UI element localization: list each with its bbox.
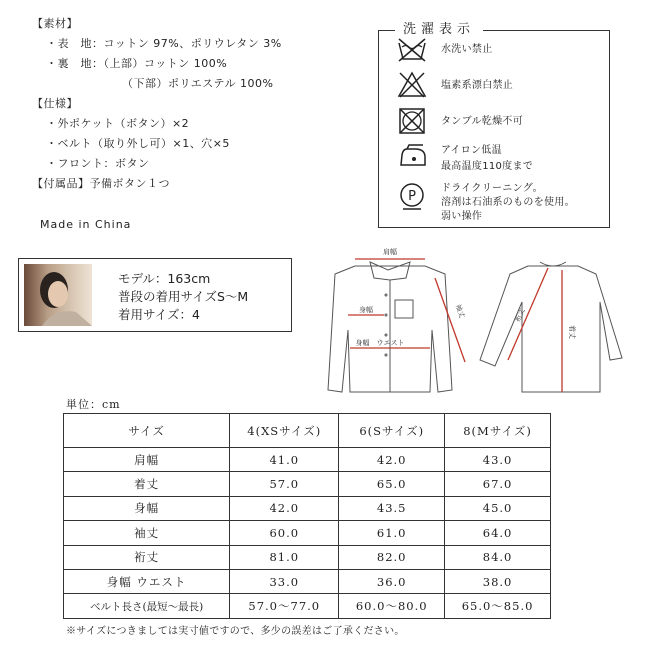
table-row (64, 594, 551, 618)
table-cell: 着丈 (64, 472, 230, 496)
made-in-label: Made in China (40, 218, 132, 231)
table-header: 4(XSサイズ) (230, 414, 339, 448)
care-text: 最高温度110度まで (441, 161, 534, 172)
shirt-front-illustration (328, 262, 452, 392)
table-header-row (64, 414, 551, 448)
table-cell: 43.0 (445, 448, 551, 472)
dry-clean-symbol: P (408, 189, 416, 204)
table-cell: 82.0 (339, 545, 445, 569)
table-header: 6(Sサイズ) (339, 414, 445, 448)
unit-label: 単位：cm (66, 398, 121, 411)
model-height: モデル：163cm (118, 271, 211, 286)
table-row (64, 545, 551, 569)
table-cell: 60.0 (230, 521, 339, 545)
care-text: 塩素系漂白禁止 (441, 80, 514, 91)
table-cell: 肩幅 (64, 448, 230, 472)
table-cell: 身幅 (64, 496, 230, 520)
spec-line: （下部）ポリエステル 100% (122, 77, 274, 90)
dry-clean-p-icon (397, 181, 427, 211)
diagram-label-length: 着丈 (568, 325, 576, 339)
spec-line: ・裏 地：（上部）コットン 100% (46, 57, 228, 70)
care-text: タンブル乾燥不可 (441, 116, 523, 127)
table-cell: 身幅 ウエスト (64, 569, 230, 593)
table-cell: 65.0 (339, 472, 445, 496)
spec-line: 【付属品】予備ボタン１つ (32, 177, 170, 190)
table-header: 8(Mサイズ) (445, 414, 551, 448)
care-title: 洗濯表示 (395, 18, 483, 37)
spec-line: ・フロント：ボタン (46, 157, 150, 170)
model-photo (24, 264, 92, 326)
no-tumble-dry-icon (397, 107, 427, 135)
table-cell: ベルト長さ(最短〜最長) (64, 594, 230, 618)
size-note: ※サイズにつきましては実寸値ですので、多少の誤差はご了承ください。 (66, 626, 405, 637)
table-cell: 42.0 (339, 448, 445, 472)
table-cell: 裄丈 (64, 545, 230, 569)
table-cell: 84.0 (445, 545, 551, 569)
yuki-measure-line (508, 268, 548, 360)
size-table (63, 413, 551, 619)
model-text (118, 270, 248, 324)
table-cell: 36.0 (339, 569, 445, 593)
diagram-label-yuki: 裄丈 (513, 307, 527, 324)
measurement-diagram (300, 240, 630, 400)
table-header: サイズ (64, 414, 230, 448)
spec-section (32, 14, 362, 194)
table-cell: 81.0 (230, 545, 339, 569)
diagram-label-shoulder: 肩幅 (383, 248, 397, 256)
spec-line: ・表 地：コットン 97%、ポリウレタン 3% (46, 37, 282, 50)
table-cell: 67.0 (445, 472, 551, 496)
diagram-label-waist: 身幅 ウエスト (355, 339, 405, 347)
care-text: 水洗い禁止 (441, 44, 493, 55)
table-row (64, 496, 551, 520)
spec-line: 【素材】 (32, 17, 78, 30)
table-cell: 33.0 (230, 569, 339, 593)
model-usual-size: 普段の着用サイズS〜M (118, 289, 249, 304)
care-text: 溶剤は石油系のものを使用。 (441, 197, 575, 208)
no-hand-wash-icon (397, 37, 427, 63)
table-cell: 38.0 (445, 569, 551, 593)
shirt-back-illustration (480, 262, 622, 392)
table-cell: 41.0 (230, 448, 339, 472)
spec-line: 【仕様】 (32, 97, 78, 110)
table-cell: 64.0 (445, 521, 551, 545)
care-text: 弱い操作 (441, 211, 483, 222)
spec-line: ・ベルト（取り外し可）×1、穴×5 (46, 137, 230, 150)
diagram-label-sleeve: 袖丈 (453, 303, 467, 320)
care-label-box (378, 30, 610, 228)
table-cell: 42.0 (230, 496, 339, 520)
table-cell: 60.0〜80.0 (339, 594, 445, 618)
table-cell: 57.0〜77.0 (230, 594, 339, 618)
table-cell: 65.0〜85.0 (445, 594, 551, 618)
model-worn-size: 着用サイズ：4 (118, 307, 200, 322)
table-cell: 57.0 (230, 472, 339, 496)
care-text: アイロン低温 (441, 145, 502, 156)
table-row (64, 521, 551, 545)
table-cell: 61.0 (339, 521, 445, 545)
no-bleach-icon (397, 71, 427, 99)
care-text: ドライクリーニング。 (441, 183, 543, 194)
table-row (64, 569, 551, 593)
table-cell: 43.5 (339, 496, 445, 520)
spec-line: ・外ポケット（ボタン）×2 (46, 117, 190, 130)
table-cell: 45.0 (445, 496, 551, 520)
iron-low-icon (397, 143, 429, 171)
table-row (64, 472, 551, 496)
table-row (64, 448, 551, 472)
table-cell: 袖丈 (64, 521, 230, 545)
diagram-label-chest: 身幅 (359, 306, 373, 314)
